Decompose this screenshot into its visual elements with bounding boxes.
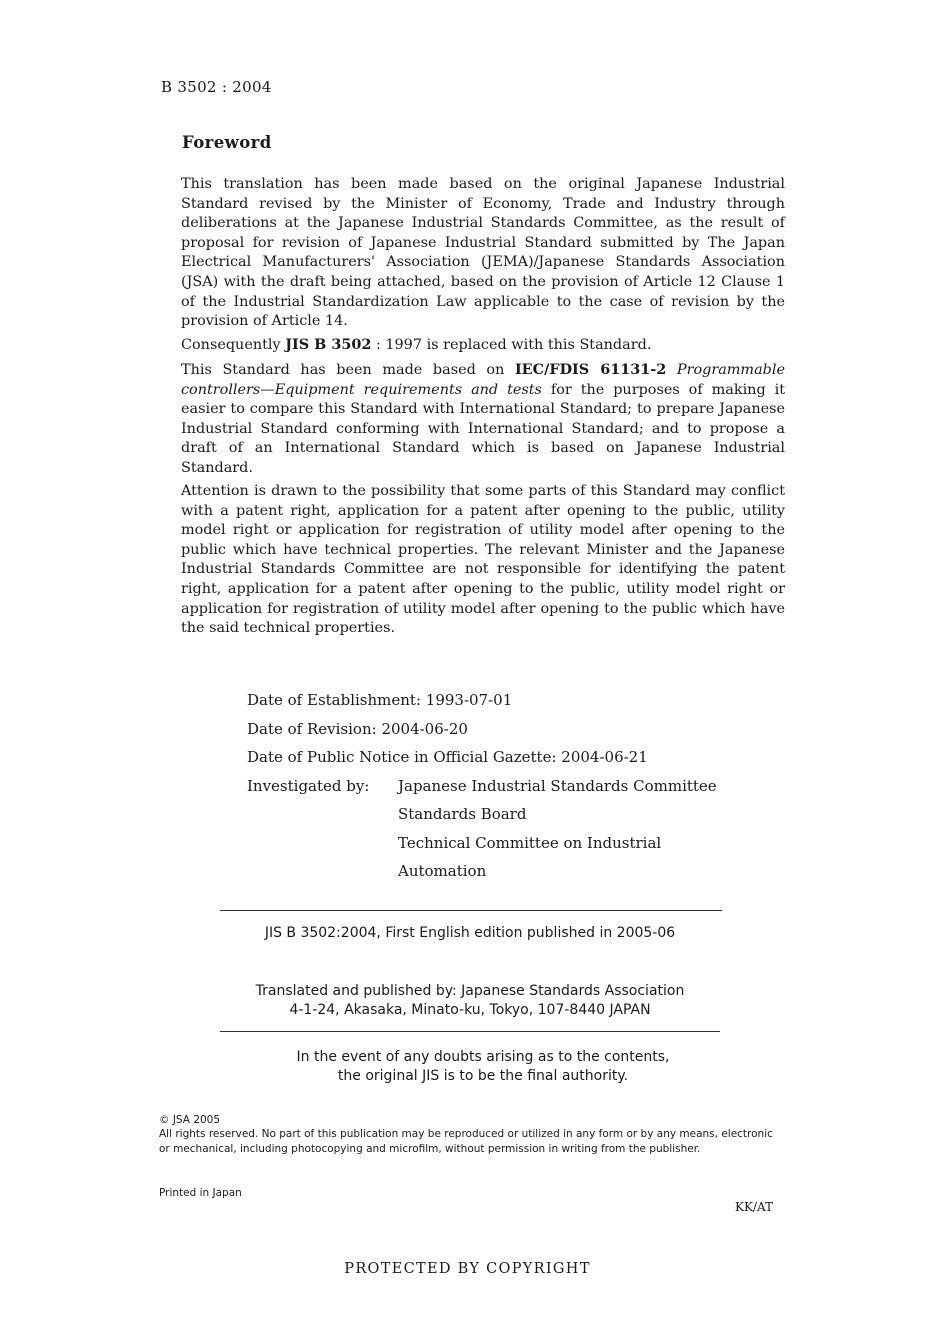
date-of-establishment: Date of Establishment: 1993-07-01 — [247, 691, 513, 709]
p2-text-post: : 1997 is replaced with this Standard. — [371, 337, 652, 353]
document-code: KK/AT — [735, 1200, 773, 1214]
date-of-public-notice: Date of Public Notice in Official Gazette: 2004-06-21 — [247, 748, 648, 766]
protected-notice: PROTECTED BY COPYRIGHT — [344, 1261, 591, 1277]
investigator-board: Standards Board — [398, 805, 527, 823]
p2-text-pre: Consequently — [181, 337, 286, 353]
printed-in: Printed in Japan — [159, 1187, 242, 1199]
investigator-technical-committee-line1: Technical Committee on Industrial — [398, 834, 662, 852]
standard-number-header: B 3502 : 2004 — [161, 78, 272, 96]
investigator-technical-committee-line2: Automation — [398, 862, 487, 880]
investigator-committee: Japanese Industrial Standards Committee — [398, 777, 717, 795]
rights-reserved-text: All rights reserved. No part of this publication may be reproduced or utilized in any form or by any means, electronic or mechanical, including photocopying and microfilm, without permission in writing from the publisher. — [159, 1128, 773, 1155]
p3-iec-ref: IEC/FDIS 61131-2 — [514, 361, 667, 378]
doubts-line-2: the original JIS is to be the final authority. — [337, 1068, 629, 1084]
edition-line: JIS B 3502:2004, First English edition published in 2005-06 — [264, 925, 676, 941]
doubts-line-1: In the event of any doubts arising as to the contents, — [296, 1049, 670, 1065]
foreword-paragraph-1: This translation has been made based on the original Japanese Industrial Standard revised by the Minister of Economy, Trade and Industry through deliberations at the Japanese Industrial Standards Committee, as the result of proposal for revision of Japanese Industrial Standard submitted by The Japan Electrical Manufacturers' Association (JEMA)/Japanese Standards Association (JSA) with the draft being attached, based on the provision of Article 12 Clause 1 of the Industrial Standardization Law applicable to the case of revision by the provision of Article 14. — [181, 176, 785, 330]
foreword-paragraph-2 — [181, 335, 785, 356]
copyright-notice: © JSA 2005 — [159, 1114, 221, 1126]
investigator-technical-committee — [398, 833, 661, 881]
p2-standard-ref: JIS B 3502 — [285, 336, 372, 353]
p3-iec-title: Programmable controllers—Equipment requirements and tests — [181, 362, 785, 398]
divider-bottom — [220, 1031, 720, 1032]
publisher-address: 4-1-24, Akasaka, Minato-ku, Tokyo, 107-8440 JAPAN — [289, 1002, 651, 1018]
translated-by-line: Translated and published by: Japanese Standards Association — [255, 983, 685, 999]
p3-text-pre: This Standard has been made based on — [181, 362, 515, 378]
divider-top — [220, 910, 722, 911]
investigated-by-label: Investigated by: — [247, 777, 370, 795]
foreword-paragraph-3 — [181, 360, 785, 479]
p3-text-post: for the purposes of making it easier to compare this Standard with International Standard; to prepare Japanese Industrial Standard conforming with International Standard; and to propose a draft of an International Standard which is based on Japanese Industrial Standard. — [181, 381, 785, 476]
date-of-revision: Date of Revision: 2004-06-20 — [247, 720, 468, 738]
foreword-title: Foreword — [182, 133, 272, 152]
foreword-paragraph-4: Attention is drawn to the possibility that some parts of this Standard may conflict with a patent right, application for a patent after opening to the public, utility model right or application for registration of utility model after opening to the public which have technical properties. The relevant Minister and the Japanese Industrial Standards Committee are not responsible for identifying the patent right, application for a patent after opening to the public, utility model right or application for registration of utility model after opening to the public which have the said technical properties. — [181, 483, 785, 637]
